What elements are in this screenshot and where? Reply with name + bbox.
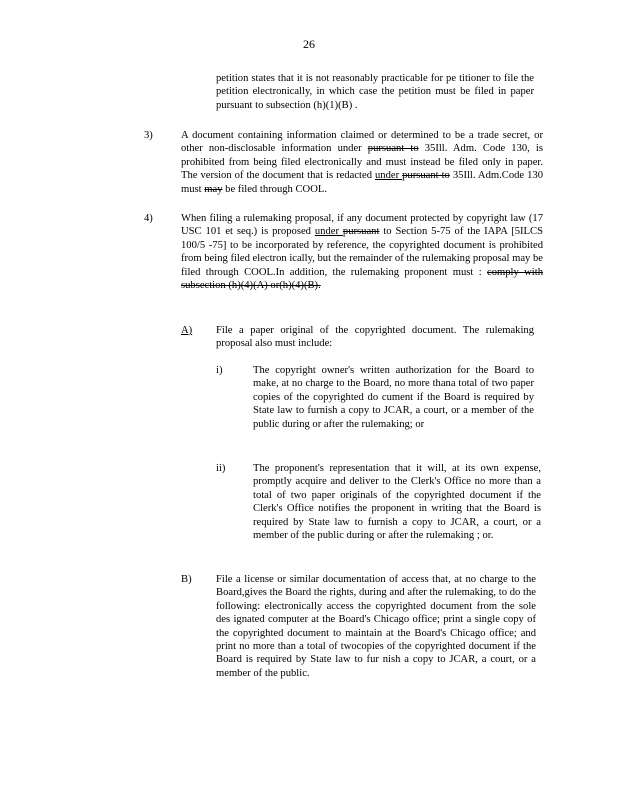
subitem-i-marker: i) — [216, 365, 223, 376]
item-3-seg-3-inserted: under — [375, 170, 403, 182]
item-4-seg-2-deleted: pursuant — [342, 226, 380, 238]
item-4-seg-4-deleted: comply with subsection (h)(4)(A) or(h)(4)(B). — [181, 266, 543, 292]
item-3-marker: 3) — [144, 130, 153, 141]
page-number: 26 — [303, 37, 315, 51]
item-3-paragraph — [181, 129, 543, 196]
item-4-seg-1-inserted: under — [314, 226, 343, 238]
item-3-seg-1-deleted: pursuant to — [367, 143, 419, 155]
item-3-seg-4-deleted: pursuant to — [402, 170, 450, 182]
item-4-seg-0: When filing a rulemaking proposal, if any document protected by copyright law (17 USC 101 et seq.) is proposed — [181, 213, 543, 238]
item-3-seg-7: be filed through COOL. — [222, 183, 327, 195]
subitem-a-paragraph: File a paper original of the copyrighted document. The rulemaking proposal also must include: — [216, 325, 534, 350]
subitem-ii-marker: ii) — [216, 463, 226, 474]
subitem-a-marker: A) — [181, 325, 193, 336]
item-4-paragraph — [181, 212, 543, 292]
subitem-b-marker: B) — [181, 574, 192, 585]
item-4-seg-3: to Section 5-75 of the IAPA [5ILCS 100/5 -75] to be incorporated by reference, the copyrighted document is prohibited from being filed electron ically, but the remainder of the rulemaking proposal may be filed through COOL.In addition, the rulemaking proponent must : — [181, 226, 543, 278]
subitem-ii-paragraph: The proponent's representation that it will, at its own expense, promptly acquire and deliver to the Clerk's Office no more than a total of two paper originals of the copyrighted document if the Clerk's Office notifies the proponent in writing that the Board is required by State law to furnish a copy to JCAR, a court, or a member of the public during or after the rulemaking ; or. — [253, 463, 541, 542]
item-3-seg-6-deleted: may — [204, 183, 223, 195]
item-3-seg-5: 35Ill. Adm.Code 130 must — [181, 170, 544, 195]
item-4-marker: 4) — [144, 213, 153, 224]
subitem-b-paragraph: File a license or similar documentation of access that, at no charge to the Board,gives the Board the rights, during and after the rulemaking, to do the following: electronically access the copyrighted document from the sole des ignated computer at the Board's Chicago office; print a single copy of the copyrighted document to maintain at the Board's Chicago office; and print no more than a total of twocopies of the copyrighted document if the Board is required by State law to fur nish a copy to JCAR, a court, or a member of the public. — [216, 574, 536, 679]
item-3-seg-2: 35Ill. Adm. Code 130, is prohibited from being filed electronically and must instead be filed only in paper. The version of the document that is redacted — [181, 143, 543, 182]
subitem-i-paragraph: The copyright owner's written authorization for the Board to make, at no charge to the Board, no more thana total of two paper copies of the copyrighted do cument if the Board is required by State law to furnish a copy to JCAR, a court, or a member of the public during or after the rulemaking; or — [253, 365, 534, 430]
item-3-seg-0: A document containing information claimed or determined to be a trade secret, or other non-disclosable information under — [181, 130, 543, 155]
continuation-paragraph: petition states that it is not reasonably practicable for pe titioner to file the petition electronically, in which case the petition must be filed in paper pursuant to subsection (h)(1)(B) . — [216, 73, 534, 111]
